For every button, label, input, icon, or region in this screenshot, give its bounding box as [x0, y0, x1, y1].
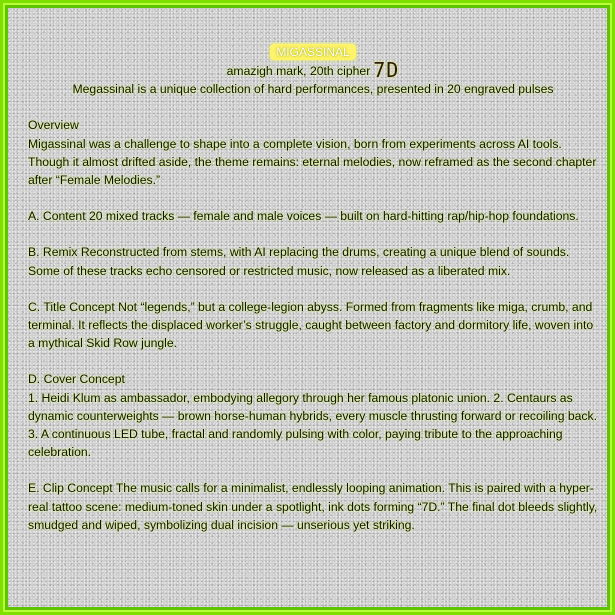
- description: Megassinal is a unique collection of hard performances, presented in 20 engraved pulses: [72, 82, 554, 97]
- cover-concept-item-3: 3. A continuous LED tube, fractal and randomly pulsing with color, paying tribute to the approaching celebration.: [28, 427, 563, 460]
- spacer: [28, 225, 598, 243]
- cover-concept-item-1: 1. Heidi Klum as ambassador, embodying allegory through her famous platonic union. 2. Centaurs as dynamic counterweights — brown horse-human hybrids, every muscle thrusting forward or recoiling back.: [28, 390, 597, 423]
- cipher-mark: 7D: [373, 58, 400, 82]
- cover-concept-heading: D. Cover Concept: [28, 372, 125, 387]
- spacer: [28, 461, 598, 479]
- poster-content: [28, 43, 598, 534]
- spacer: [28, 189, 598, 207]
- overview-heading: Overview: [28, 118, 79, 133]
- spacer: [28, 352, 598, 370]
- title-row: [28, 43, 598, 61]
- spacer: [28, 98, 598, 116]
- title-concept-text: C. Title Concept Not “legends,” but a college-legion abyss. Formed from fragments like miga, crumb, and terminal. It reflects the displaced worker’s struggle, caught between factory and dormitory life, woven into a mythical Skid Row jungle.: [28, 299, 594, 351]
- remix-section-text: B. Remix Reconstructed from stems, with AI replacing the drums, creating a unique blend of sounds. Some of these tracks echo censored or restricted music, now released as a liberated mix.: [28, 245, 570, 278]
- page-title: MIGASSINAL: [270, 44, 355, 60]
- subtitle: amazigh mark, 20th cipher: [226, 64, 371, 78]
- content-section-text: A. Content 20 mixed tracks — female and male voices — built on hard-hitting rap/hip-hop foundations.: [28, 209, 579, 224]
- subtitle-row: [28, 58, 598, 82]
- spacer: [28, 280, 598, 298]
- overview-text: Migassinal was a challenge to shape into a complete vision, born from experiments across AI tools. Though it almost drifted aside, the theme remains: eternal melodies, now reframed as the second chapter after “Female Melodies.”: [28, 136, 597, 188]
- clip-concept-text: E. Clip Concept The music calls for a minimalist, endlessly looping animation. This is paired with a hyper-real tattoo scene: medium-toned skin under a spotlight, ink dots forming “7D.” The final dot bleeds slightly, smudged and wiped, symbolizing dual incision — unserious yet striking.: [28, 481, 598, 532]
